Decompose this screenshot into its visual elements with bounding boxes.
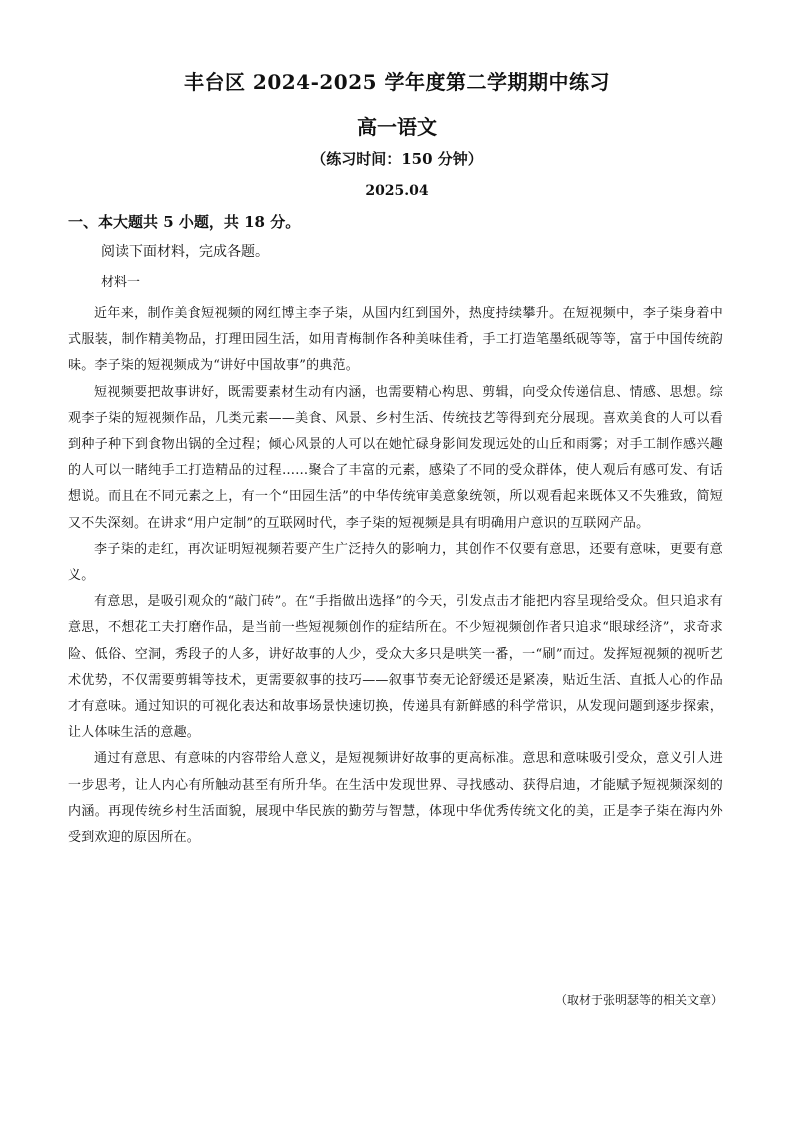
article-source: （取材于张明瑟等的相关文章） bbox=[554, 993, 723, 1007]
article-paragraph: 短视频要把故事讲好，既需要素材生动有内涵，也需要精心构思、剪辑，向受众传递信息、情感、思想。综观李子柒的短视频作品，几类元素——美食、风景、乡村生活、传统技艺等得到充分展现。喜欢美食的人可以看到种子种下到食物出锅的全过程；倾心风景的人可以在她忙碌身影间发现远处的山丘和雨雾；对手工制作感兴趣的人可以一睹纯手工打造精品的过程……聚合了丰富的元素，感染了不同的受众群体，使人观后有感可发、有话想说。而且在不同元素之上，有一个“田园生活”的中华传统审美意象统领，所以观看起来既体又不失雅致，简短又不失深刻。在讲求“用户定制”的互联网时代，李子柒的短视频是具有明确用户意识的互联网产品。 bbox=[68, 384, 723, 531]
subject-title: 高一语文 bbox=[357, 115, 437, 139]
material-label: 材料一 bbox=[101, 275, 141, 290]
article-paragraph: 李子柒的走红，再次证明短视频若要产生广泛持久的影响力，其创作不仅要有意思，还要有意味，更要有意义。 bbox=[68, 541, 723, 584]
article-paragraph: 有意思，是吸引观众的“敲门砖”。在“手指做出选择”的今天，引发点击才能把内容呈现给受众。但只追求有意思，不想花工夫打磨作品，是当前一些短视频创作的症结所在。不少短视频创作者只追求“眼球经济”，求奇求险、低俗、空洞，秀段子的人多，讲好故事的人少，受众大多只是哄笑一番，一“刷”而过。发挥短视频的视听艺术优势，不仅需要剪辑等技术，更需要叙事的技巧——叙事节奏无论舒缓还是紧凑，贴近生活、直抵人心的作品才有意味。通过知识的可视化表达和故事场景快速切换，传递具有新鲜感的科学常识，从发现问题到逐步探索，让人体味生活的意趣。 bbox=[68, 594, 723, 741]
exam-date: 2025.04 bbox=[365, 183, 429, 199]
section-heading: 一、本大题共 5 小题，共 18 分。 bbox=[68, 213, 301, 231]
reading-instruction: 阅读下面材料，完成各题。 bbox=[101, 244, 269, 260]
article-body bbox=[68, 301, 723, 851]
exam-title: 丰台区 2024-2025 学年度第二学期期中练习 bbox=[183, 70, 611, 94]
article-paragraph: 通过有意思、有意味的内容带给人意义，是短视频讲好故事的更高标准。意思和意味吸引受众，意义引人进一步思考，让人内心有所触动甚至有所升华。在生活中发现世界、寻找感动、获得启迪，才能赋予短视频深刻的内涵。再现传统乡村生活面貌，展现中华民族的勤劳与智慧，体现中华优秀传统文化的美，正是李子柒在海内外受到欢迎的原因所在。 bbox=[68, 751, 723, 846]
article-paragraph: 近年来，制作美食短视频的网红博主李子柒，从国内红到国外，热度持续攀升。在短视频中，李子柒身着中式服装，制作精美物品，打理田园生活，如用青梅制作各种美味佳肴，手工打造笔墨纸砚等等，富于中国传统韵味。李子柒的短视频成为“讲好中国故事”的典范。 bbox=[68, 306, 723, 374]
exam-duration: （练习时间：150 分钟） bbox=[311, 150, 483, 168]
